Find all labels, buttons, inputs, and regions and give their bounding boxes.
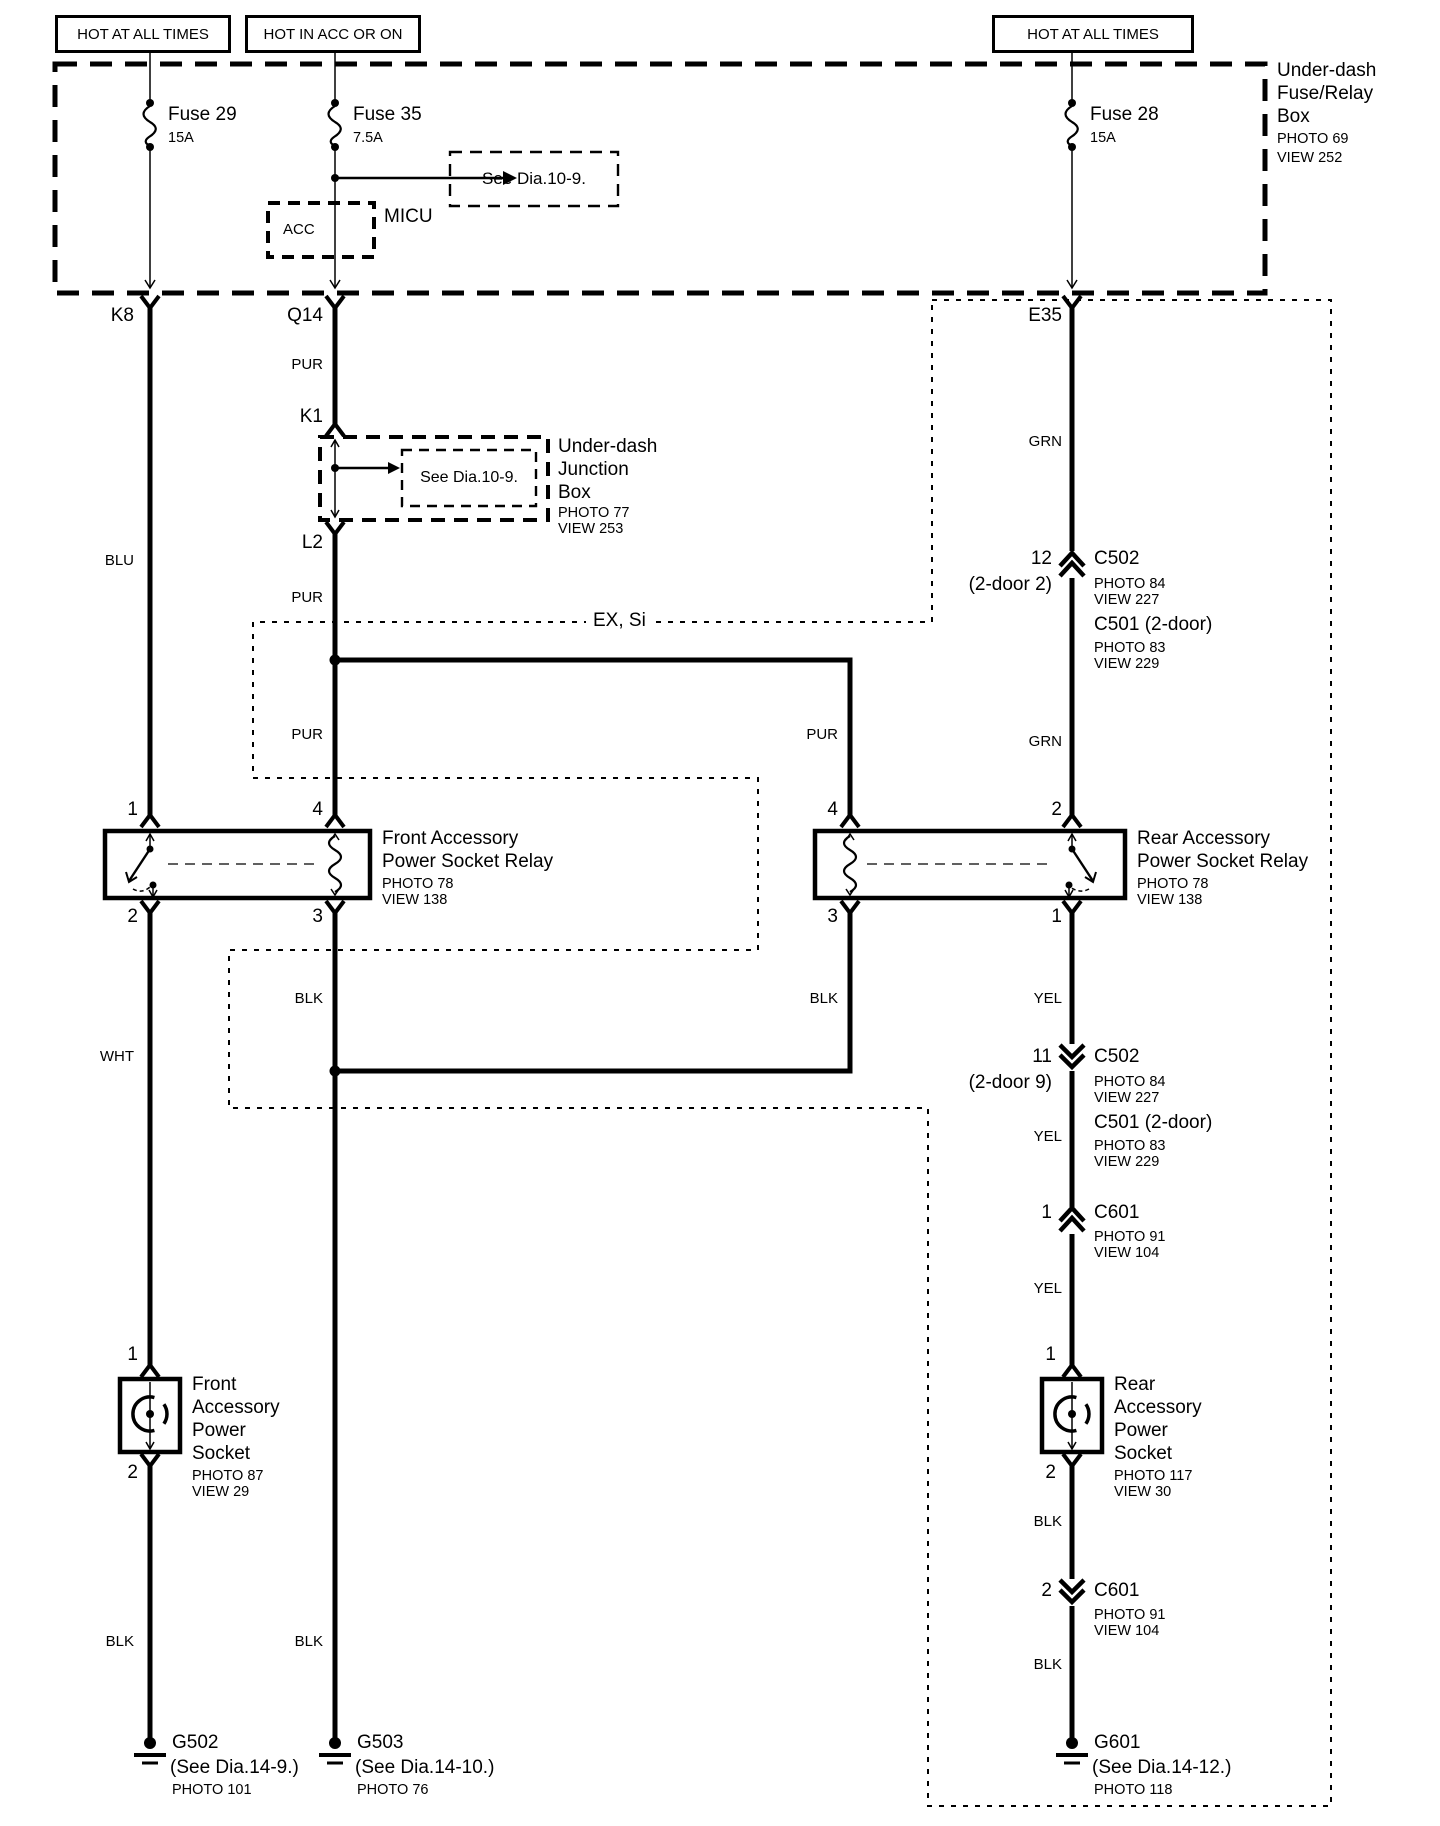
wire-color-pur-2: PUR (291, 589, 323, 606)
terminal-l2: L2 (301, 532, 323, 553)
fusebox-name-1: Under-dash (1277, 60, 1377, 81)
micu-label: MICU (384, 206, 433, 227)
connector-c601-1-symbol (1060, 1208, 1084, 1231)
front-relay-pin-4: 4 (312, 799, 323, 820)
ground-g502-name: G502 (172, 1732, 219, 1753)
fuse-35-symbol (329, 99, 341, 151)
connector-c501-bottom-photo: PHOTO 83 (1094, 1138, 1166, 1154)
front-socket-view: VIEW 29 (192, 1484, 250, 1500)
wire-color-blu: BLU (104, 552, 134, 569)
wire-color-blk-rear-relay: BLK (809, 990, 838, 1007)
front-socket-photo: PHOTO 87 (192, 1468, 264, 1484)
rear-relay-name-1: Rear Accessory (1137, 828, 1271, 849)
fuse-relay-box-outline (55, 64, 1265, 293)
front-socket-pin-2: 2 (127, 1462, 138, 1483)
hot-at-all-times-box-right (992, 15, 1194, 53)
rear-socket-photo: PHOTO 117 (1114, 1468, 1193, 1484)
variant-tag-ex-si: EX, Si (586, 610, 653, 632)
wire-color-blk-mid: BLK (294, 990, 323, 1007)
terminal-k1: K1 (299, 406, 323, 427)
connector-c502-11-photo: PHOTO 84 (1094, 1074, 1166, 1090)
hot-label: HOT AT ALL TIMES (77, 25, 209, 43)
rear-relay-pin-2: 2 (1051, 799, 1062, 820)
rear-socket-symbol (1042, 1365, 1102, 1466)
wire-color-pur-4: PUR (806, 726, 838, 743)
fuse-35-rating: 7.5A (353, 130, 383, 146)
connector-c601-2-symbol (1060, 1580, 1084, 1602)
wire-color-blk-rear-ground: BLK (1033, 1656, 1062, 1673)
front-socket-pin-1: 1 (127, 1344, 138, 1365)
ground-g503-name: G503 (357, 1732, 404, 1753)
rear-relay-pin-1: 1 (1051, 906, 1062, 927)
ground-g601-name: G601 (1094, 1732, 1141, 1753)
wire-color-yel-2: YEL (1033, 1128, 1062, 1145)
ground-g502-photo: PHOTO 101 (172, 1782, 252, 1798)
fuse-28-rating: 15A (1090, 130, 1116, 146)
connector-c601-1-view: VIEW 104 (1094, 1245, 1160, 1261)
junctionbox-name-3: Box (558, 482, 591, 503)
fuse-28-name: Fuse 28 (1090, 104, 1159, 125)
rear-socket-name-4: Socket (1114, 1443, 1173, 1464)
front-relay-view: VIEW 138 (382, 892, 448, 908)
connector-c502-11-view: VIEW 227 (1094, 1090, 1160, 1106)
rear-socket-name-2: Accessory (1114, 1397, 1202, 1418)
ground-g503-symbol (319, 1737, 351, 1763)
fuse-29-symbol (144, 99, 156, 151)
connector-c502-12-photo: PHOTO 84 (1094, 576, 1166, 592)
ground-g601-photo: PHOTO 118 (1094, 1782, 1173, 1798)
fuse-28-symbol (1066, 99, 1078, 151)
connector-c502-12-symbol (1060, 553, 1084, 576)
ground-g601-ref: (See Dia.14-12.) (1092, 1757, 1232, 1778)
wire-color-pur-1: PUR (291, 356, 323, 373)
ground-g601-symbol (1056, 1737, 1088, 1763)
rear-socket-name-1: Rear (1114, 1374, 1156, 1395)
rear-socket-pin-2: 2 (1045, 1462, 1056, 1483)
connector-c501-top-view: VIEW 229 (1094, 656, 1160, 672)
rear-socket-pin-1: 1 (1045, 1344, 1056, 1365)
fusebox-name-3: Box (1277, 106, 1310, 127)
wire-color-yel-1: YEL (1033, 990, 1062, 1007)
wire-color-blk-left: BLK (105, 1633, 134, 1650)
connector-c501-top-name: C501 (2-door) (1094, 614, 1213, 635)
fusebox-view: VIEW 252 (1277, 150, 1343, 166)
connector-c502-11-variant: (2-door 9) (968, 1072, 1052, 1093)
front-relay-pin-2: 2 (127, 906, 138, 927)
ground-g503-ref: (See Dia.14-10.) (355, 1757, 495, 1778)
front-relay-photo: PHOTO 78 (382, 876, 454, 892)
connector-c601-2-pin: 2 (1041, 1580, 1052, 1601)
micu-acc-pin-label: ACC (283, 221, 315, 238)
wire-color-wht: WHT (99, 1048, 134, 1065)
terminal-k8: K8 (110, 305, 134, 326)
junctionbox-name-1: Under-dash (558, 436, 658, 457)
wire-color-blk-mid-ground: BLK (294, 1633, 323, 1650)
see-dia-reference-top: See Dia.10-9. (482, 169, 586, 188)
connector-c502-12-variant: (2-door 2) (968, 574, 1052, 595)
rear-relay-view: VIEW 138 (1137, 892, 1203, 908)
wire-color-pur-3: PUR (291, 726, 323, 743)
front-socket-name-3: Power (192, 1420, 246, 1441)
connector-c601-2-name: C601 (1094, 1580, 1140, 1601)
wire-color-grn-2: GRN (1028, 733, 1062, 750)
rear-socket-name-3: Power (1114, 1420, 1168, 1441)
terminal-q14: Q14 (287, 305, 323, 326)
connector-c502-11-pin: 11 (1032, 1046, 1052, 1067)
fuse-29-rating: 15A (168, 130, 194, 146)
rear-relay-pin-4: 4 (827, 799, 838, 820)
rear-relay-symbol (815, 815, 1125, 913)
connector-c502-12-view: VIEW 227 (1094, 592, 1160, 608)
front-socket-name-2: Accessory (192, 1397, 280, 1418)
ground-g502-symbol (134, 1737, 166, 1763)
front-relay-name-1: Front Accessory (382, 828, 519, 849)
wire-color-blk-rear-socket: BLK (1033, 1513, 1062, 1530)
fusebox-name-2: Fuse/Relay (1277, 83, 1374, 104)
connector-c601-1-photo: PHOTO 91 (1094, 1229, 1166, 1245)
connector-c501-bottom-view: VIEW 229 (1094, 1154, 1160, 1170)
front-socket-name-1: Front (192, 1374, 237, 1395)
junctionbox-name-2: Junction (558, 459, 629, 480)
connector-c501-bottom-name: C501 (2-door) (1094, 1112, 1213, 1133)
connector-c502-11-name: C502 (1094, 1046, 1140, 1067)
rear-relay-photo: PHOTO 78 (1137, 876, 1209, 892)
hot-label: HOT AT ALL TIMES (1027, 25, 1159, 43)
ground-g502-ref: (See Dia.14-9.) (170, 1757, 299, 1778)
front-relay-pin-1: 1 (127, 799, 138, 820)
terminal-e35: E35 (1028, 305, 1062, 326)
variant-dotted-region (229, 300, 1331, 1806)
front-socket-name-4: Socket (192, 1443, 251, 1464)
connector-c601-1-pin: 1 (1041, 1202, 1052, 1223)
connector-c601-1-name: C601 (1094, 1202, 1140, 1223)
hot-in-acc-or-on-box (245, 15, 421, 53)
connector-c601-2-view: VIEW 104 (1094, 1623, 1160, 1639)
front-relay-pin-3: 3 (312, 906, 323, 927)
connector-c601-2-photo: PHOTO 91 (1094, 1607, 1166, 1623)
connector-c502-11-symbol (1060, 1045, 1084, 1067)
wire-color-yel-3: YEL (1033, 1280, 1062, 1297)
rear-relay-pin-3: 3 (827, 906, 838, 927)
fuse-29-name: Fuse 29 (168, 104, 237, 125)
wire-color-grn-1: GRN (1028, 433, 1062, 450)
junctionbox-photo: PHOTO 77 (558, 505, 630, 521)
hot-at-all-times-box-left (55, 15, 231, 53)
connector-c501-top-photo: PHOTO 83 (1094, 640, 1166, 656)
rear-socket-view: VIEW 30 (1114, 1484, 1172, 1500)
front-relay-symbol (105, 815, 370, 913)
junctionbox-view: VIEW 253 (558, 521, 624, 537)
connector-c502-12-name: C502 (1094, 548, 1140, 569)
fusebox-exit-terminals (141, 296, 1081, 308)
see-dia-reference-junction: See Dia.10-9. (420, 469, 518, 486)
front-socket-symbol (120, 1365, 180, 1466)
fuse-35-name: Fuse 35 (353, 104, 422, 125)
fusebox-photo: PHOTO 69 (1277, 131, 1349, 147)
rear-relay-name-2: Power Socket Relay (1137, 851, 1309, 872)
connector-c502-12-pin: 12 (1030, 548, 1052, 569)
feeder-wires (150, 47, 1072, 100)
front-relay-name-2: Power Socket Relay (382, 851, 554, 872)
ground-g503-photo: PHOTO 76 (357, 1782, 429, 1798)
hot-label: HOT IN ACC OR ON (263, 25, 403, 43)
